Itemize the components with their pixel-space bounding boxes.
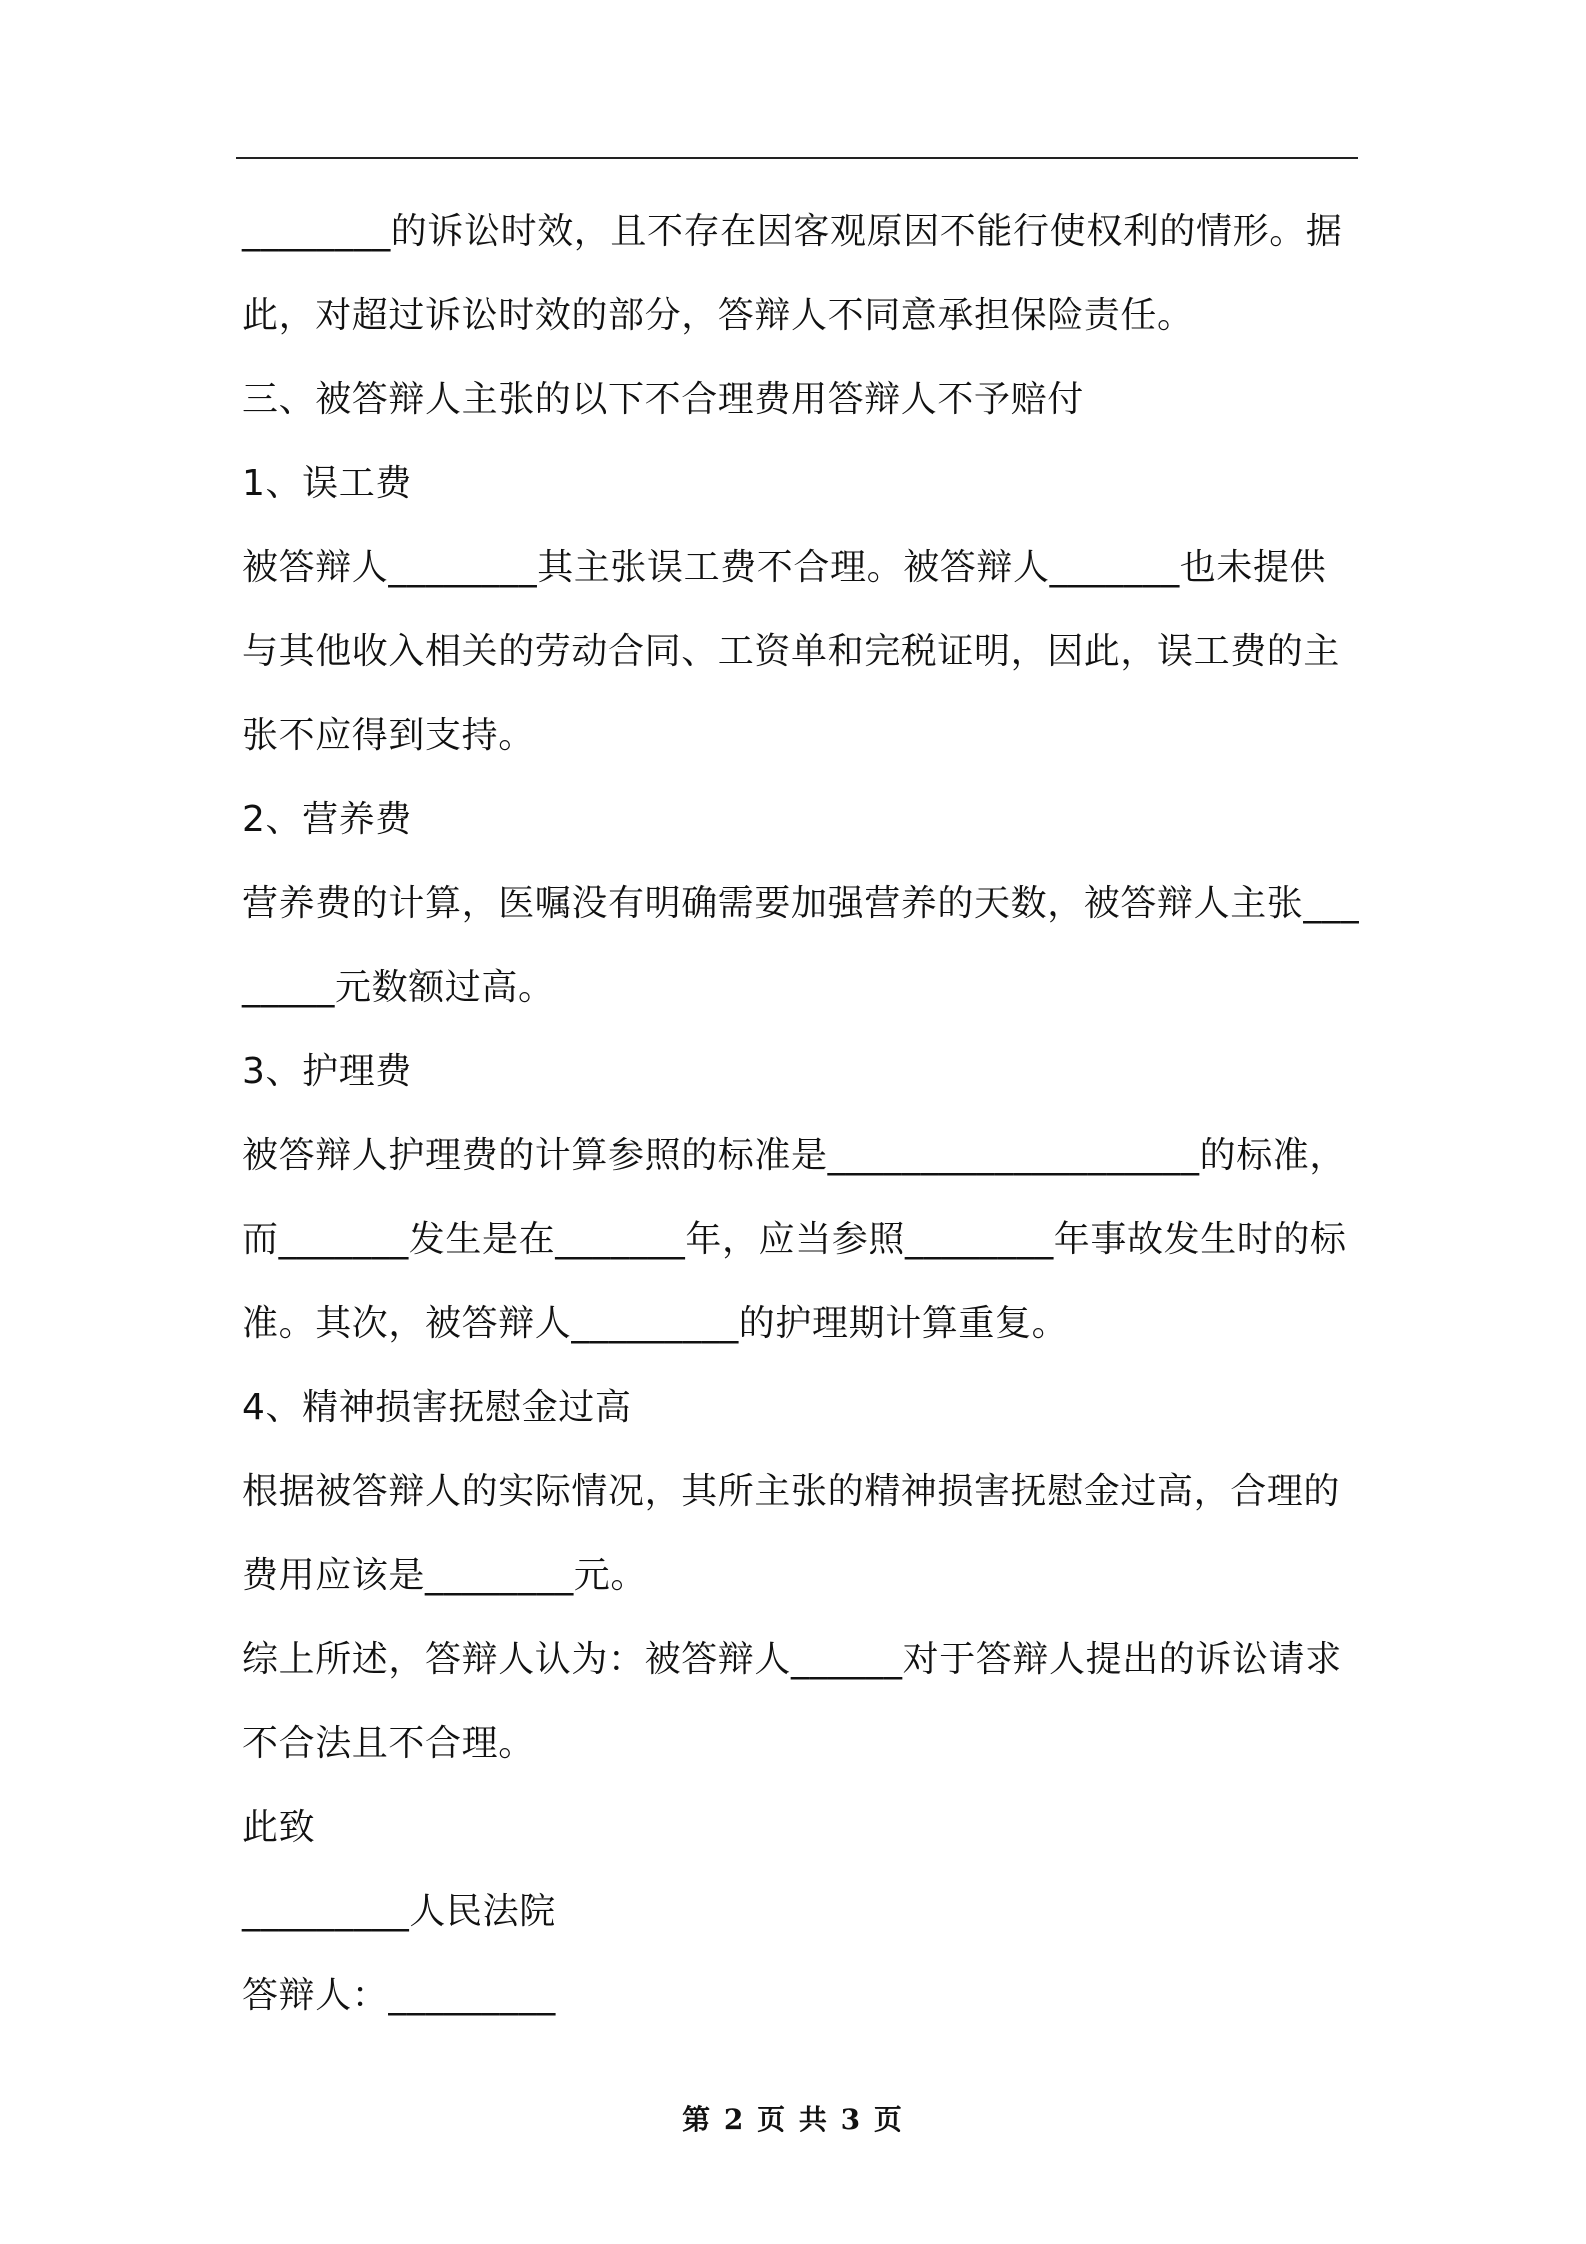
item-heading-nursing: 3、护理费 xyxy=(242,1051,412,1092)
item-heading-lost-wages: 1、误工费 xyxy=(242,463,412,504)
paragraph-nursing: 被答辩人护理费的计算参照的标准是____________________的标准，而_______发生是在_______年，应当参照________年事故发生时的标准。其次，被答辩人_________的护理期计算重复。 xyxy=(242,1135,1347,1344)
item-heading-mental-damages: 4、精神损害抚慰金过高 xyxy=(242,1387,632,1428)
document-body xyxy=(242,190,1360,2038)
paragraph-lost-wages: 被答辩人________其主张误工费不合理。被答辩人_______也未提供与其他收入相关的劳动合同、工资单和完税证明，因此，误工费的主张不应得到支持。 xyxy=(242,547,1341,756)
paragraph-nutrition: 营养费的计算，医嘱没有明确需要加强营养的天数，被答辩人主张________元数额过高。 xyxy=(242,883,1360,1008)
paragraph-statute-limitation: ________的诉讼时效，且不存在因客观原因不能行使权利的情形。据此，对超过诉讼时效的部分，答辩人不同意承担保险责任。 xyxy=(242,211,1343,336)
respondent-signature-line: 答辩人：_________ xyxy=(242,1975,556,2016)
page-number: 第 2 页 共 3 页 xyxy=(682,2103,904,2136)
section-heading-unreasonable-fees: 三、被答辩人主张的以下不合理费用答辩人不予赔付 xyxy=(242,379,1084,420)
paragraph-mental-damages: 根据被答辩人的实际情况，其所主张的精神损害抚慰金过高，合理的费用应该是________元。 xyxy=(242,1471,1341,1596)
salutation: 此致 xyxy=(242,1807,316,1848)
paragraph-conclusion: 综上所述，答辩人认为：被答辩人______对于答辩人提出的诉讼请求不合法且不合理。 xyxy=(242,1639,1342,1764)
header-rule xyxy=(236,157,1358,159)
court-name-line: _________人民法院 xyxy=(242,1891,556,1932)
item-heading-nutrition: 2、营养费 xyxy=(242,799,412,840)
